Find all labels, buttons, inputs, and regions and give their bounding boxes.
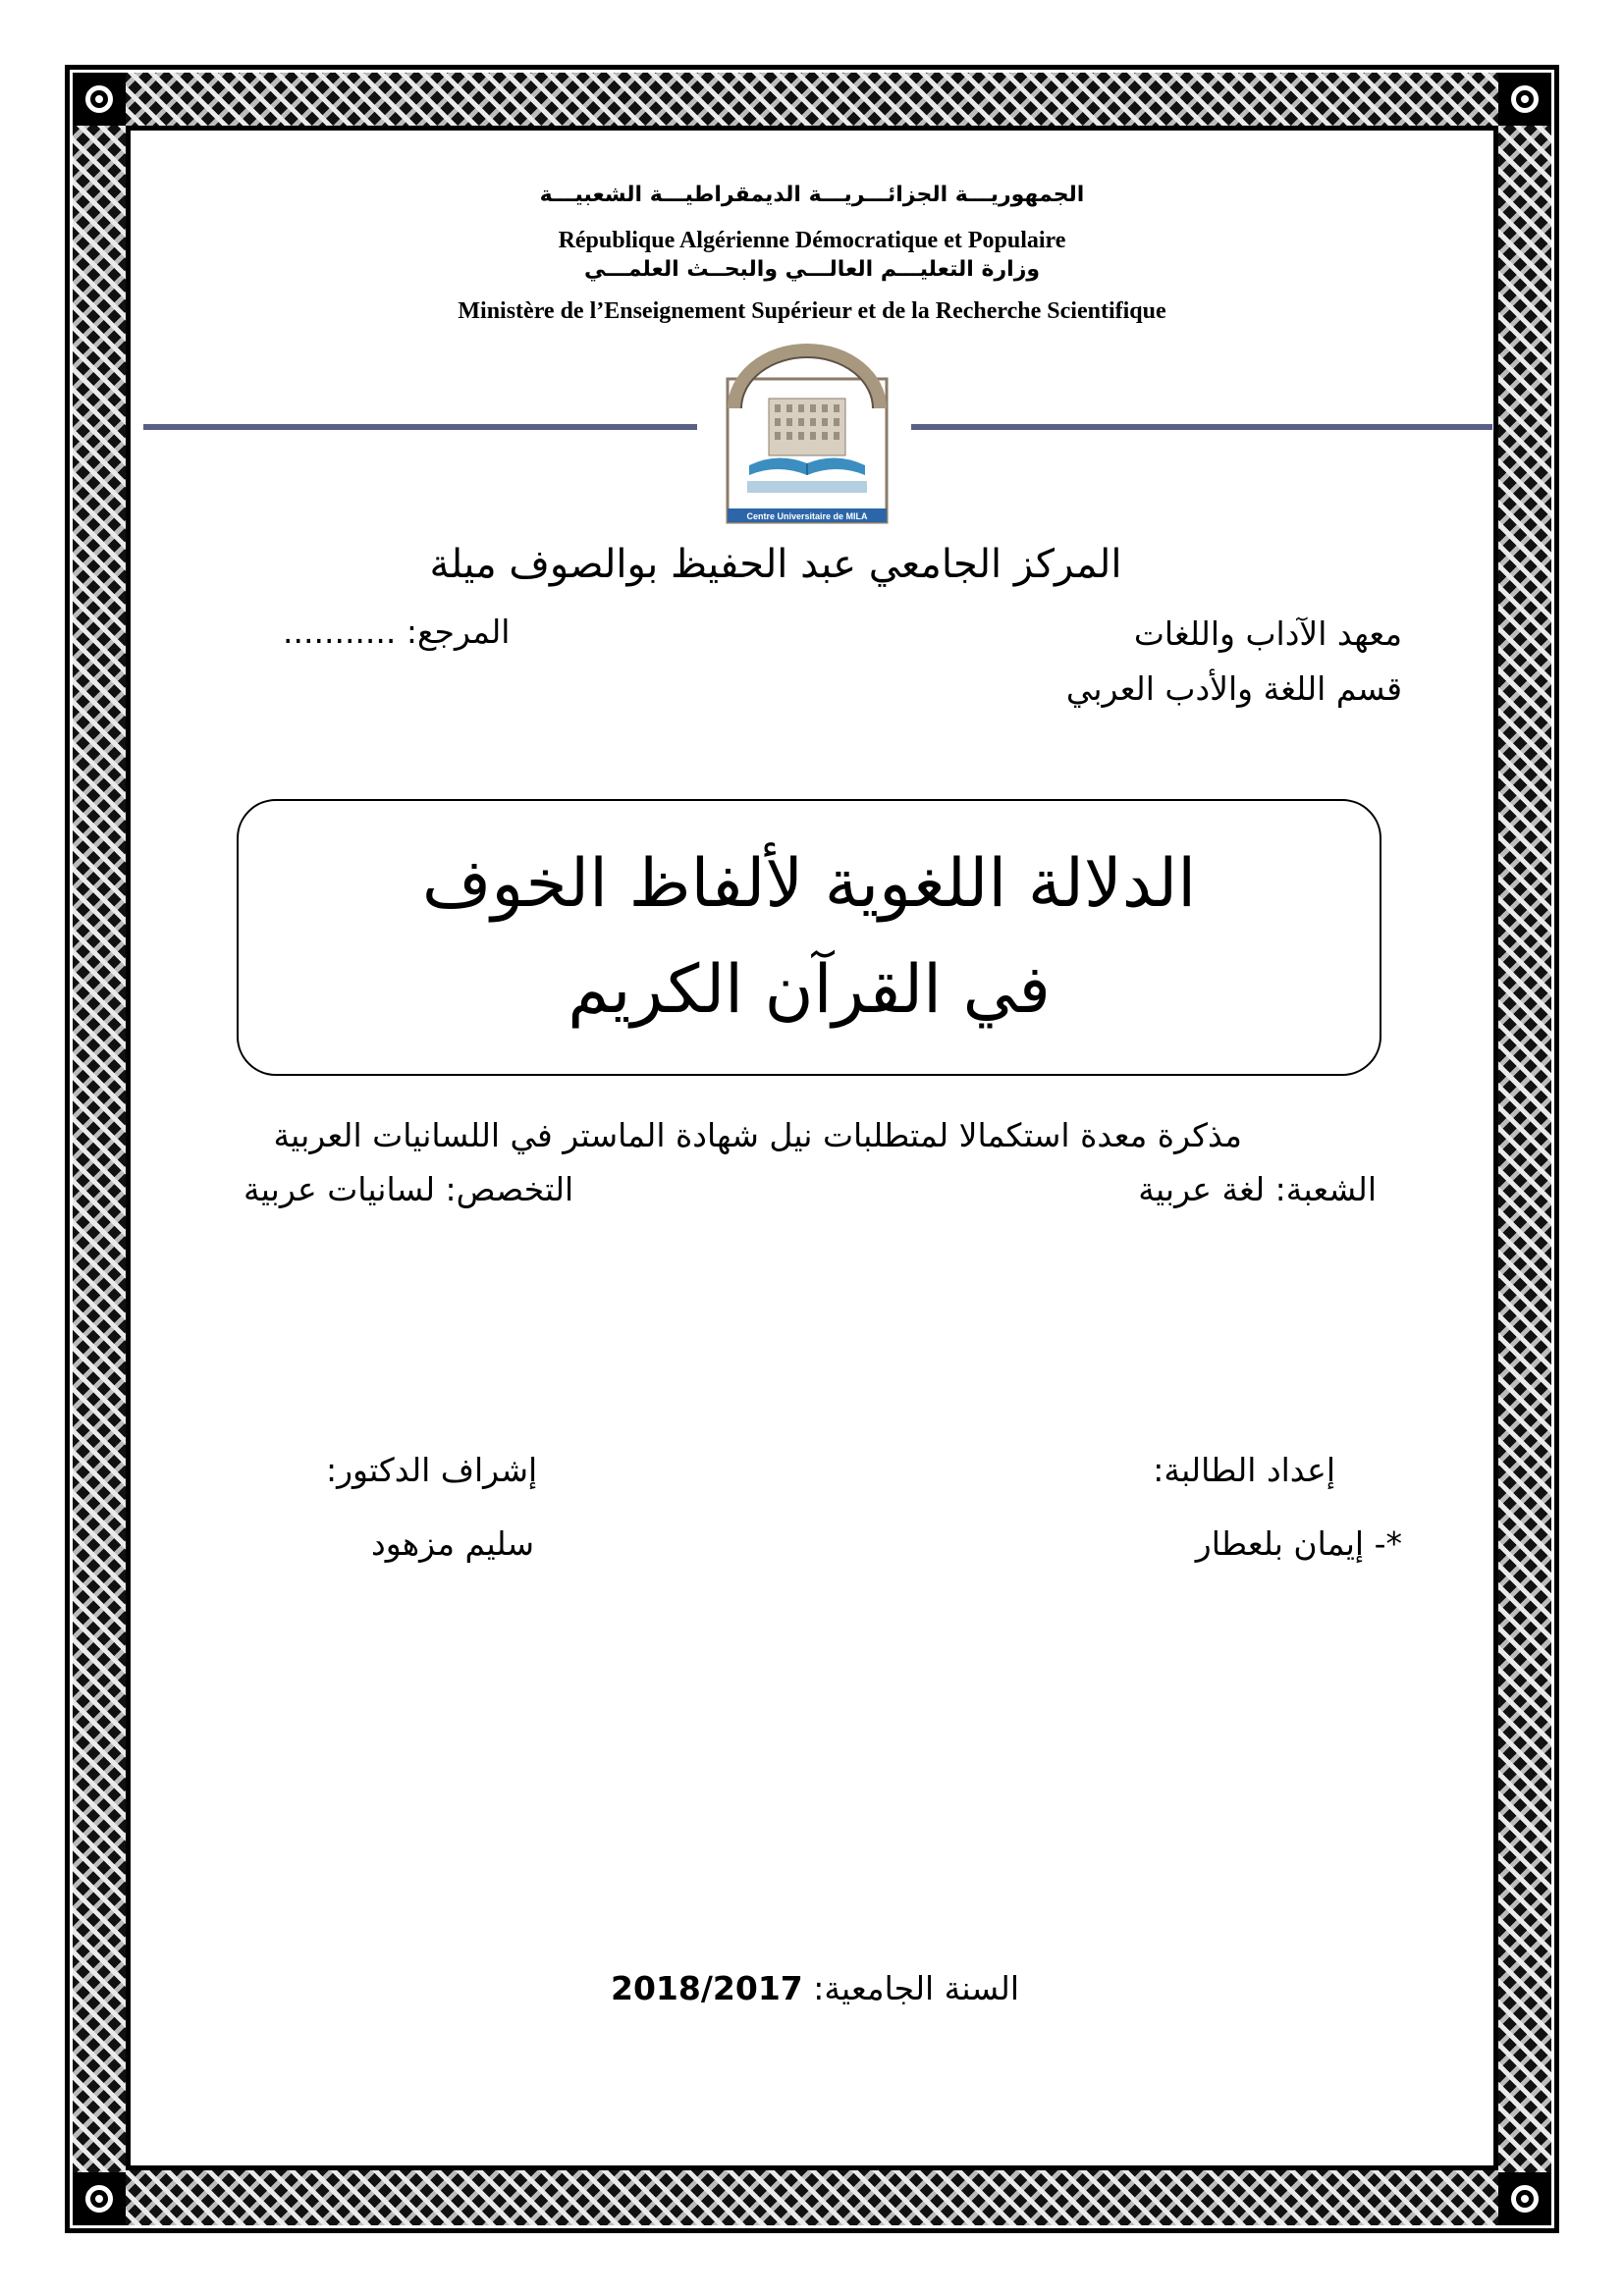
corner-ornament-bottom-left [73, 2172, 126, 2225]
thesis-title-line-2: في القرآن الكريم [568, 951, 1051, 1029]
header-rule-right [911, 424, 1492, 430]
academic-year [511, 1969, 1119, 2007]
thesis-branch: الشعبة: لغة عربية [1138, 1170, 1377, 1208]
corner-ornament-bottom-right [1498, 2172, 1551, 2225]
thesis-title-box [237, 799, 1381, 1076]
student-name: *- إيمان بلعطار [1195, 1524, 1402, 1563]
corner-ornament-top-left [73, 73, 126, 126]
thesis-title-line-1: الدلالة اللغوية لألفاظ الخوف [421, 845, 1197, 923]
thesis-specialty: التخصص: لسانيات عربية [244, 1170, 574, 1208]
header-rule-left [143, 424, 697, 430]
university-logo [724, 340, 891, 526]
department-name: قسم اللغة والأدب العربي [1065, 669, 1402, 708]
ministry-french: Ministère de l’Enseignement Supérieur et de la Recherche Scientifique [458, 298, 1166, 324]
institute-name: معهد الآداب واللغات [1133, 614, 1402, 653]
corner-ornament-top-right [1498, 73, 1551, 126]
reference-number: المرجع: ........... [283, 613, 511, 651]
ministry-arabic: وزارة التعليـــم العالـــي والبحــث العلمـــي [583, 257, 1041, 282]
republic-arabic: الجمهوريـــة الجزائـــريـــة الديمقراطيـــة الشعبيـــة [539, 183, 1085, 207]
supervisor-label: إشراف الدكتور: [326, 1451, 538, 1489]
academic-year-label: السنة الجامعية: [802, 1969, 1019, 2007]
supervisor-name: سليم مزهود [371, 1524, 535, 1563]
logo-caption: Centre Universitaire de MILA [746, 511, 868, 521]
republic-french: République Algérienne Démocratique et Populaire [558, 228, 1066, 253]
thesis-purpose: مذكرة معدة استكمالا لمتطلبات نيل شهادة الماستر في اللسانيات العربية [273, 1116, 1242, 1154]
academic-year-value: 2018/2017 [611, 1969, 803, 2007]
prepared-by-label: إعداد الطالبة: [1153, 1451, 1335, 1489]
university-center-name: المركز الجامعي عبد الحفيظ بوالصوف ميلة [429, 542, 1122, 587]
